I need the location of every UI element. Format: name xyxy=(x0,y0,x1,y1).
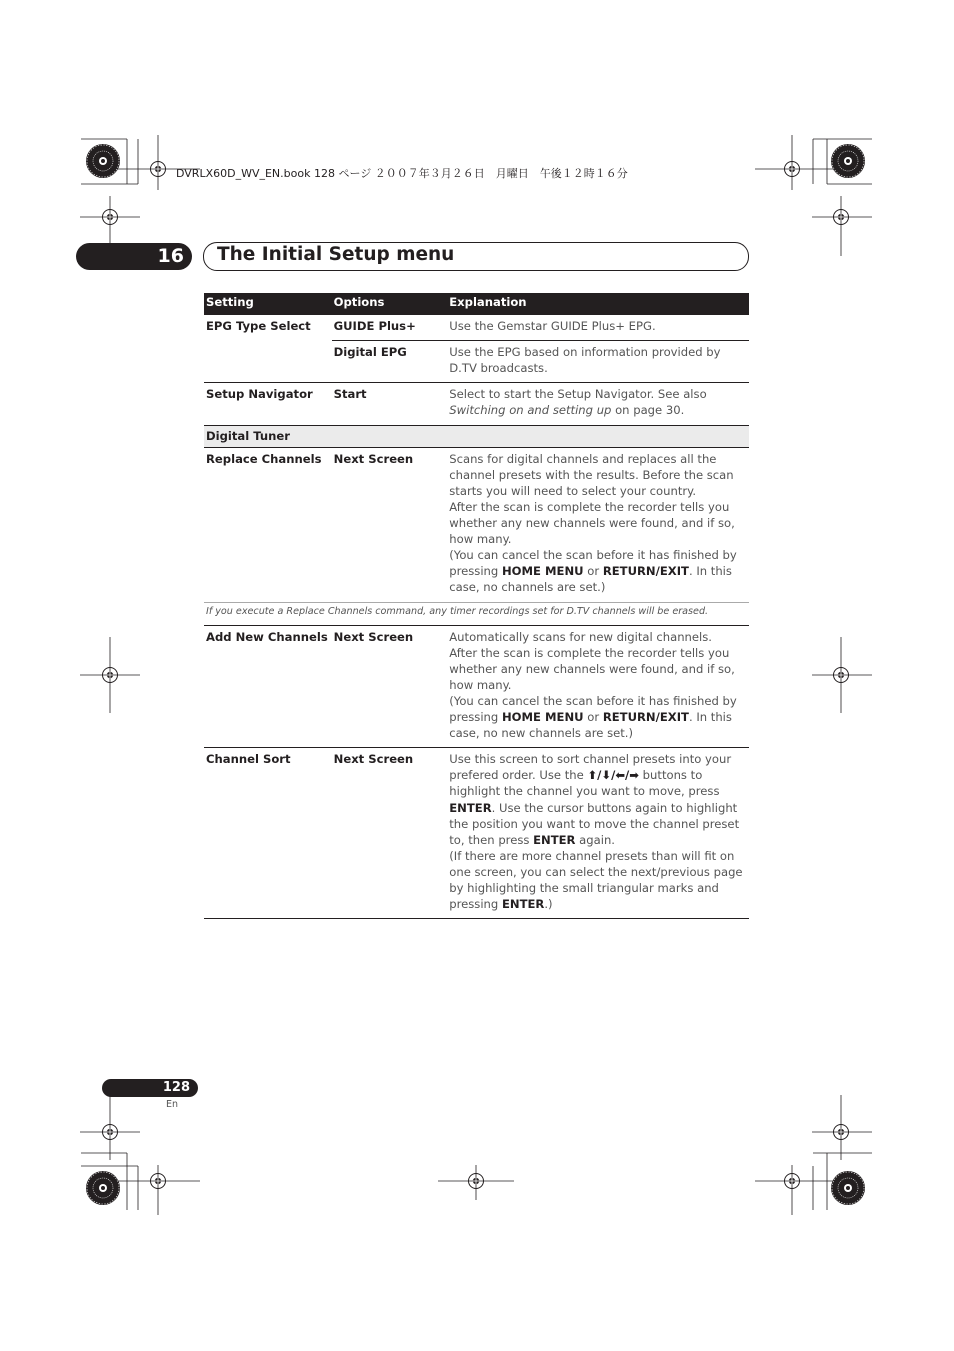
key-enter: ENTER xyxy=(533,832,576,847)
settings-table xyxy=(204,293,749,919)
table-row xyxy=(204,315,749,341)
table-row xyxy=(204,383,749,425)
explanation-digital-epg: Use the EPG based on information provided by D.TV broadcasts. xyxy=(447,341,749,383)
explanation-text: . In this case, no channels are set.) xyxy=(449,564,732,595)
option-guide-plus: GUIDE Plus+ xyxy=(332,315,448,341)
explanation-guide-plus: Use the Gemstar GUIDE Plus+ EPG. xyxy=(447,315,749,341)
setting-add-new-channels: Add New Channels xyxy=(204,625,332,748)
explanation-text: buttons to highlight the channel you want to move, press xyxy=(449,768,720,799)
explanation-add-new-channels xyxy=(447,625,749,748)
explanation-text: Select to start the Setup Navigator. See also xyxy=(449,387,707,402)
page-number: 128 xyxy=(162,1080,190,1095)
explanation-text: (You can cancel the scan before it has finished by pressing xyxy=(449,693,737,725)
key-return-exit: RETURN/EXIT xyxy=(602,564,689,579)
explanation-text: or xyxy=(583,710,603,725)
cross-reference: Switching on and setting up xyxy=(449,403,612,418)
explanation-text: .) xyxy=(544,897,553,912)
explanation-text: again. xyxy=(575,832,615,847)
header-options: Options xyxy=(332,293,448,315)
option-next-screen: Next Screen xyxy=(332,625,448,748)
key-home-menu: HOME MENU xyxy=(501,564,584,579)
table-row xyxy=(204,447,749,602)
key-return-exit: RETURN/EXIT xyxy=(602,710,689,725)
setting-epg-type-select: EPG Type Select xyxy=(204,315,332,383)
option-next-screen: Next Screen xyxy=(332,748,448,919)
explanation-text: After the scan is complete the recorder tells you whether any new channels were found, and if so, how many. xyxy=(449,499,735,547)
chapter-number: 16 xyxy=(157,245,184,267)
explanation-channel-sort xyxy=(447,748,749,919)
explanation-replace-channels xyxy=(447,447,749,602)
chapter-title: The Initial Setup menu xyxy=(217,244,455,265)
setting-channel-sort: Channel Sort xyxy=(204,748,332,919)
explanation-text: or xyxy=(583,564,603,579)
header-explanation: Explanation xyxy=(447,293,749,315)
section-digital-tuner: Digital Tuner xyxy=(204,425,749,447)
explanation-text: on page 30. xyxy=(611,403,685,418)
option-start: Start xyxy=(332,383,448,425)
key-enter: ENTER xyxy=(501,897,545,912)
note-row xyxy=(204,602,749,625)
page-number-tab xyxy=(102,1079,198,1097)
explanation-text: Use this screen to sort channel presets into your prefered order. Use the xyxy=(449,752,732,783)
chapter-title-box xyxy=(203,242,749,271)
table-row xyxy=(204,625,749,748)
option-digital-epg: Digital EPG xyxy=(332,341,448,383)
setting-replace-channels: Replace Channels xyxy=(204,447,332,602)
cursor-arrows-icon: ⬆/⬇/⬅/➡ xyxy=(587,768,639,783)
key-home-menu: HOME MENU xyxy=(501,710,584,725)
print-job-header: DVRLX60D_WV_EN.book 128 ページ ２００７年３月２６日 月曜日 午後１２時１６分 xyxy=(176,167,628,180)
explanation-text: Automatically scans for new digital channels. xyxy=(449,629,712,644)
explanation-text: (You can cancel the scan before it has finished by pressing xyxy=(449,548,737,579)
header-setting: Setting xyxy=(204,293,332,315)
chapter-tab xyxy=(76,243,192,270)
setting-setup-navigator: Setup Navigator xyxy=(204,383,332,425)
replace-channels-note: If you execute a Replace Channels command, any timer recordings set for D.TV channels will be erased. xyxy=(204,602,749,625)
language-code: En xyxy=(166,1099,179,1110)
explanation-text: After the scan is complete the recorder tells you whether any new channels were found, and if so, how many. xyxy=(449,645,735,692)
table-row xyxy=(204,748,749,919)
explanation-text: . In this case, no new channels are set.) xyxy=(449,710,732,741)
section-row xyxy=(204,425,749,447)
explanation-text: . Use the cursor buttons again to highlight the position you want to move the channel preset to, then press xyxy=(449,800,740,847)
explanation-text: (If there are more channel presets than will fit on one screen, you can select the next/previous page by highlighting the small triangular marks and pressing xyxy=(449,848,743,912)
explanation-text: Scans for digital channels and replaces all the channel presets with the results. Before the scan starts you will need to select your country. xyxy=(449,451,734,498)
option-next-screen: Next Screen xyxy=(332,447,448,602)
table-header-row xyxy=(204,293,749,315)
explanation-setup-navigator xyxy=(447,383,749,425)
key-enter: ENTER xyxy=(449,800,492,815)
